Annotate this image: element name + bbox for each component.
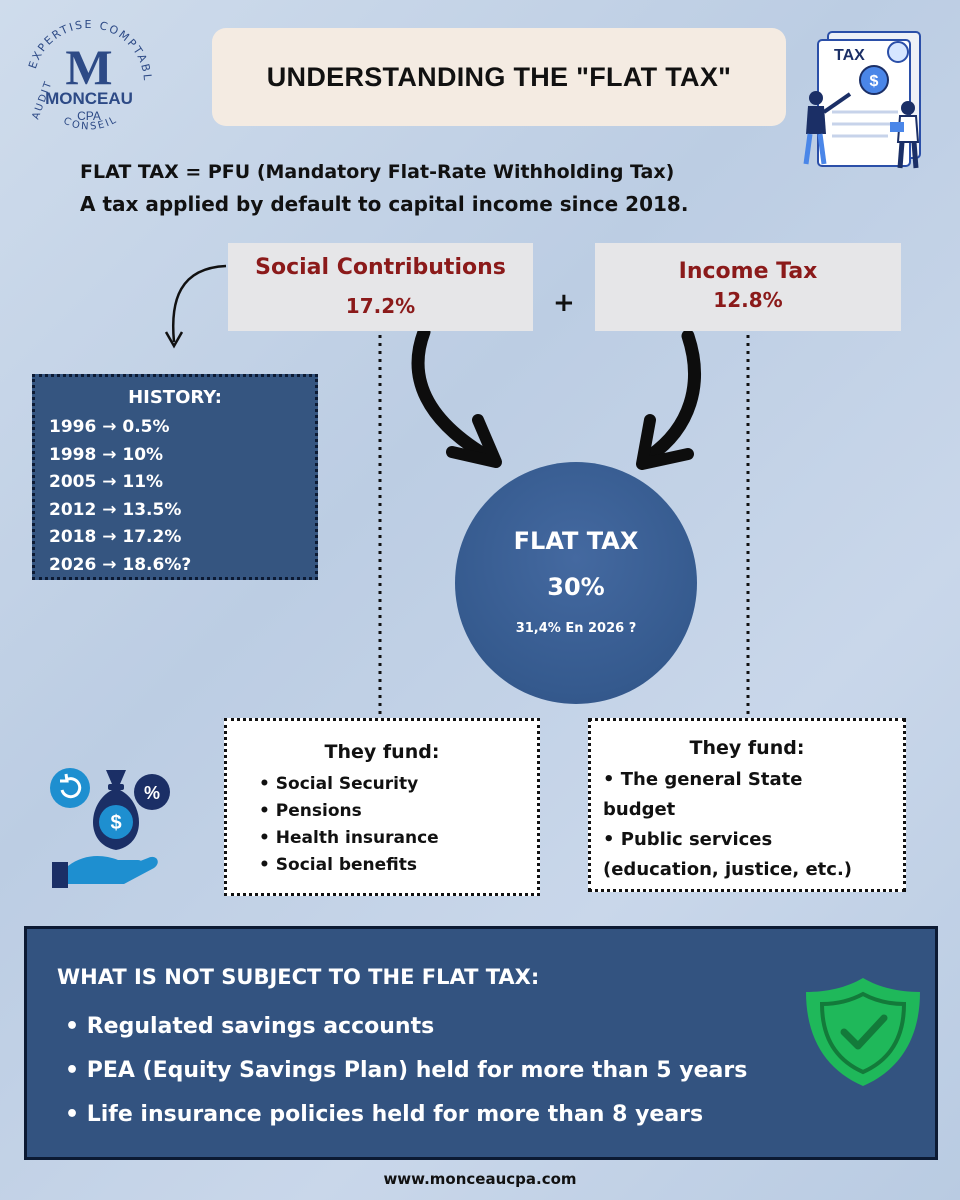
history-list — [49, 414, 315, 579]
svg-text:%: % — [143, 783, 161, 803]
title-banner — [212, 28, 786, 126]
history-item: 2012 → 13.5% — [49, 499, 182, 520]
history-item: 2018 → 17.2% — [49, 527, 182, 547]
logo-ring-bottom: CONSEIL — [61, 114, 120, 133]
svg-text:$: $ — [110, 812, 122, 834]
income-fund-list — [603, 765, 903, 885]
list-item: • PEA (Equity Savings Plan) held for more than 5 years — [65, 1058, 748, 1083]
list-item: • Regulated savings accounts — [65, 1014, 435, 1039]
history-heading: HISTORY: — [128, 387, 222, 408]
history-item: 1996 → 0.5% — [49, 417, 170, 437]
history-item: 1998 → 10% — [49, 444, 164, 465]
intro-line-2: A tax applied by default to capital income since 2018. — [80, 192, 689, 216]
flat-tax-label: FLAT TAX — [513, 527, 639, 555]
logo-letter: M — [65, 39, 113, 95]
monceau-logo — [14, 8, 164, 158]
list-item: • The general State — [603, 769, 803, 790]
website-link[interactable]: www.monceaucpa.com — [383, 1170, 577, 1188]
social-contributions-title: Social Contributions — [255, 255, 506, 280]
list-item: • Social benefits — [259, 855, 418, 875]
social-fund-list — [259, 771, 537, 879]
page-title: UNDERSTANDING THE "FLAT TAX" — [266, 61, 732, 92]
exemptions-heading: WHAT IS NOT SUBJECT TO THE FLAT TAX: — [57, 965, 540, 989]
logo-name: MONCEAU — [45, 89, 133, 108]
income-tax-rate: 12.8% — [713, 288, 783, 312]
list-item: (education, justice, etc.) — [603, 859, 853, 880]
flat-tax-rate: 30% — [547, 573, 605, 601]
history-item: 2005 → 11% — [49, 472, 164, 492]
social-fund-heading: They fund: — [324, 741, 440, 763]
list-item: • Public services — [603, 829, 773, 850]
income-tax-box — [595, 243, 901, 331]
list-item: • Health insurance — [259, 828, 439, 848]
list-item: budget — [603, 799, 676, 820]
history-item: 2026 → 18.6%? — [49, 554, 192, 575]
income-tax-title: Income Tax — [678, 259, 818, 284]
plus-sign: + — [553, 288, 575, 318]
list-item: • Social Security — [259, 774, 419, 794]
history-box — [32, 374, 318, 580]
social-contributions-box — [228, 243, 533, 331]
income-fund-heading: They fund: — [689, 737, 805, 759]
tax-document-illustration-icon — [790, 24, 940, 174]
list-item: • Life insurance policies held for more than 8 years — [65, 1102, 704, 1127]
logo-ring-left: AUDIT — [30, 78, 55, 122]
social-contributions-rate: 17.2% — [345, 294, 416, 318]
logo-ring-top: EXPERTISE COMPTABL — [26, 18, 155, 83]
intro-line-1: FLAT TAX = PFU (Mandatory Flat-Rate Withholding Tax) — [80, 161, 675, 183]
shield-check-icon — [800, 974, 926, 1090]
list-item: • Pensions — [259, 801, 362, 821]
logo-sub: CPA — [77, 109, 101, 123]
social-fund-box — [224, 718, 540, 896]
income-fund-box — [588, 718, 906, 892]
exemptions-list — [65, 1005, 747, 1137]
svg-text:$: $ — [869, 73, 879, 90]
intro-text — [80, 156, 688, 220]
tax-label: TAX — [834, 47, 865, 64]
flat-tax-circle — [455, 462, 697, 704]
money-bag-hand-icon — [44, 762, 174, 892]
flat-tax-note: 31,4% En 2026 ? — [515, 621, 637, 636]
